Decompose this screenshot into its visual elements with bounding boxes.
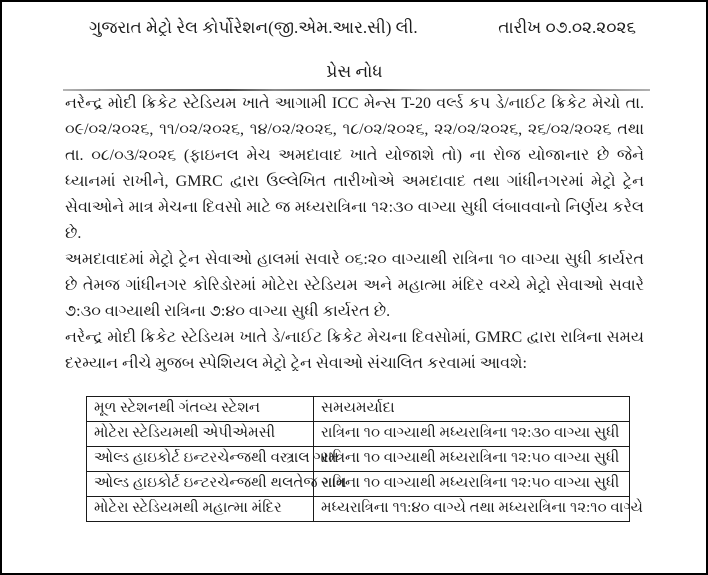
press-note-title: પ્રેસ નોધ: [326, 62, 383, 81]
schedule-table: [86, 396, 643, 522]
col-header-time-limit: સમયમર્યાદા: [314, 397, 630, 422]
origin-destination-cell: મોટેરા સ્ટેડિયમથી મહાત્મા મંદિર: [87, 497, 314, 522]
table-row: [87, 447, 630, 472]
origin-destination-cell: ઓલ્ડ હાઇકોર્ટ ઇન્ટરચેન્જથી વસ્ત્રાલ ગામ: [87, 447, 314, 472]
paragraph-special-services: નરેન્દ્ર મોદી ક્રિકેટ સ્ટેડિયમ ખાતે ડે/નાઈટ ક્રિકેટ મેચના દિવસોમાં, GMRC દ્વારા રાત્રિના સમય દરમ્યાન નીચે મુજબ સ્પેશિયલ મેટ્રો ટ્રેન સેવાઓ સંચાલિત કરવામાં આવશે:: [65, 329, 644, 372]
table-row: [87, 472, 630, 497]
origin-destination-cell: મોટેરા સ્ટેડિયમથી એપીએમસી: [87, 422, 314, 447]
table-header-row: [87, 397, 630, 422]
origin-destination-cell: ઓલ્ડ હાઇકોર્ટ ઇન્ટરચેન્જથી થલતેજ ગામ: [87, 472, 314, 497]
time-limit-cell: રાત્રિના ૧૦ વાગ્યાથી મધ્યરાત્રિના ૧૨:૫૦ વાગ્યા સુધી: [314, 447, 630, 472]
org-name: ગુજરાત મેટ્રો રેલ કોર્પોરેશન(જી.એમ.આર.સી) લી.: [89, 18, 418, 37]
time-limit-cell: મધ્યરાત્રિના ૧૧:૪૦ વાગ્યે તથા મધ્યરાત્રિના ૧૨:૧૦ વાગ્યે: [314, 497, 630, 522]
time-limit-cell: રાત્રિના ૧૦ વાગ્યાથી મધ્યરાત્રિના ૧૨:૩૦ વાગ્યા સુધી: [314, 422, 630, 447]
table-row: [87, 422, 630, 447]
paragraph-current-timings: અમદાવાદમાં મેટ્રો ટ્રેન સેવાઓ હાલમાં સવારે ૦૬:૨૦ વાગ્યાથી રાત્રિના ૧૦ વાગ્યા સુધી કાર્યરત છે તેમજ ગાંધીનગર કોરિડોરમાં મોટેરા સ્ટેડિયમ અને મહાત્મા મંદિર વચ્ચે મેટ્રો સેવાઓ સવારે ૭:૩૦ વાગ્યાથી રાત્રિના ૭:૪૦ વાગ્યા સુધી કાર્યરત છે.: [65, 251, 644, 320]
paragraph-match-dates: નરેન્દ્ર મોદી ક્રિકેટ સ્ટેડિયમ ખાતે આગામી ICC મેન્સ T-20 વર્લ્ડ કપ ડે/નાઈટ ક્રિકેટ મેચો તા. ૦૯/૦૨/૨૦૨૬, ૧૧/૦૨/૨૦૨૬, ૧૪/૦૨/૨૦૨૬, ૧૮/૦૨/૨૦૨૬, ૨૨/૦૨/૨૦૨૬, ૨૬/૦૨/૨૦૨૬ તથા તા. ૦૮/૦૩/૨૦૨૬ (ફાઇનલ મેચ અમદાવાદ ખાતે યોજાશે તો) ના રોજ યોજાનાર છે જેને ધ્યાનમાં રાખીને, GMRC દ્વારા ઉલ્લેખિત તારીખોએ અમદાવાદ તથા ગાંધીનગરમાં મેટ્રો ટ્રેન સેવાઓને માત્ર મેચના દિવસો માટે જ મધ્યરાત્રિના ૧૨:૩૦ વાગ્યા સુધી લંબાવવાનો નિર્ણય કરેલ છે.: [65, 95, 644, 242]
document-date: તારીખ ૦૭.૦૨.૨૦૨૬: [498, 18, 636, 37]
col-header-origin-destination: મૂળ સ્ટેશનથી ગંતવ્ય સ્ટેશન: [87, 397, 314, 422]
document-header: [65, 14, 644, 42]
document-body: [2, 2, 706, 522]
table-row: [87, 497, 630, 522]
time-limit-cell: રાત્રિના ૧૦ વાગ્યાથી મધ્યરાત્રિના ૧૨:૫૦ વાગ્યા સુધી: [314, 472, 630, 497]
